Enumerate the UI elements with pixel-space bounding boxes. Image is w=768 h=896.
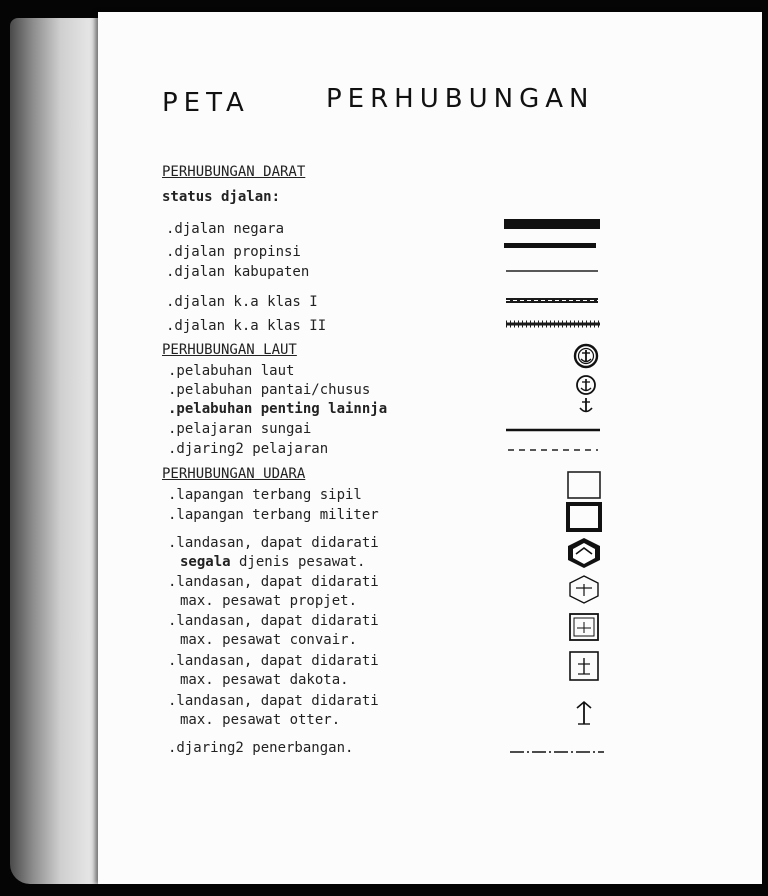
anchor-circle-icon xyxy=(577,376,595,394)
anchor-double-circle-icon xyxy=(575,345,597,367)
land-road-symbols xyxy=(502,216,606,336)
runway-all-aircraft-icon xyxy=(568,538,600,568)
air-item-landasan-propjet-line2: max. pesawat propjet. xyxy=(180,593,358,609)
air-heading: PERHUBUNGAN UDARA xyxy=(162,466,306,482)
air-item-landasan-dakota-line1: .landasan, dapat didarati xyxy=(168,653,379,669)
runway-otter-icon xyxy=(577,702,591,724)
legend-sheet xyxy=(98,12,762,884)
air-item-djaring-penerbangan: .djaring2 penerbangan. xyxy=(168,740,354,756)
land-item-ka-klas-1: .djalan k.a klas I xyxy=(166,294,318,310)
air-symbols xyxy=(564,470,612,732)
sea-item-pelajaran-sungai: .pelajaran sungai xyxy=(168,421,312,437)
runway-dakota-icon xyxy=(570,652,598,680)
sea-port-symbols xyxy=(568,342,608,420)
sea-line-symbols xyxy=(502,420,606,460)
title-word-perhubungan: PERHUBUNGAN xyxy=(326,84,595,114)
air-item-landasan-otter-line2: max. pesawat otter. xyxy=(180,712,341,728)
land-item-djalan-propinsi: .djalan propinsi xyxy=(166,244,301,260)
air-item-lapangan-sipil: .lapangan terbang sipil xyxy=(168,487,362,503)
land-subheading: status djalan: xyxy=(162,189,281,205)
sea-item-djaring-pelajaran: .djaring2 pelajaran xyxy=(168,441,329,457)
air-item-lapangan-militer: .lapangan terbang militer xyxy=(168,507,379,523)
road-national-symbol xyxy=(504,219,600,229)
runway-propjet-icon xyxy=(570,576,598,603)
sea-item-pelabuhan-pantai: .pelabuhan pantai/chusus xyxy=(168,382,371,398)
air-item-landasan-otter-line1: .landasan, dapat didarati xyxy=(168,693,379,709)
air-item-landasan-segala-line2: segala djenis pesawat. xyxy=(180,554,366,570)
sea-item-pelabuhan-penting: .pelabuhan penting lainnja xyxy=(168,401,388,417)
anchor-icon xyxy=(580,398,592,412)
railway-class-1-symbol xyxy=(506,298,598,303)
air-item-landasan-convair-line1: .landasan, dapat didarati xyxy=(168,613,379,629)
air-item-landasan-dakota-line2: max. pesawat dakota. xyxy=(180,672,349,688)
air-route-symbol xyxy=(506,744,610,760)
land-item-djalan-negara: .djalan negara xyxy=(166,221,285,237)
road-provincial-symbol xyxy=(504,243,596,248)
land-item-djalan-kabupaten: .djalan kabupaten xyxy=(166,264,310,280)
sea-item-pelabuhan-laut: .pelabuhan laut xyxy=(168,363,295,379)
title-word-peta: PETA xyxy=(162,88,250,118)
land-heading: PERHUBUNGAN DARAT xyxy=(162,164,306,180)
military-airfield-icon xyxy=(568,504,600,530)
air-item-landasan-convair-line2: max. pesawat convair. xyxy=(180,632,358,648)
civil-airfield-icon xyxy=(568,472,600,498)
land-item-ka-klas-2: .djalan k.a klas II xyxy=(166,318,327,334)
air-item-landasan-segala-line1: .landasan, dapat didarati xyxy=(168,535,379,551)
runway-convair-icon xyxy=(570,614,598,640)
sea-heading: PERHUBUNGAN LAUT xyxy=(162,342,297,358)
air-item-landasan-propjet-line1: .landasan, dapat didarati xyxy=(168,574,379,590)
